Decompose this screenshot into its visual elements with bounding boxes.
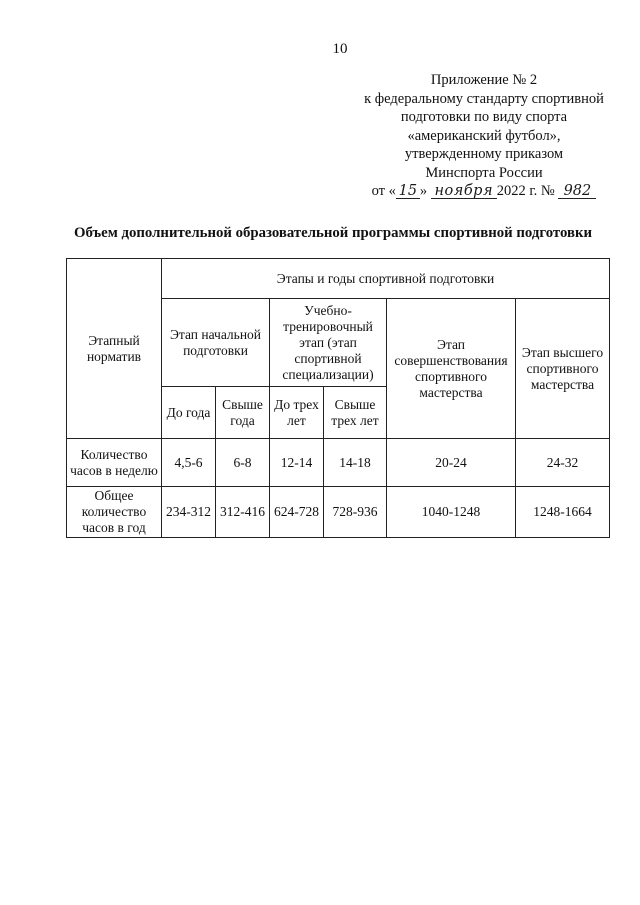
appendix-line: утвержденному приказом bbox=[404, 146, 564, 162]
value-cell: 14-18 bbox=[324, 439, 387, 487]
appendix-line: Приложение № 2 bbox=[430, 72, 538, 88]
value-cell: 312-416 bbox=[216, 487, 270, 538]
stage-higher-header: Этап высшего спортивного мастерства bbox=[516, 299, 610, 439]
group-header-cell: Этапы и годы спортивной подготовки bbox=[162, 259, 610, 299]
row-label-cell: Общее количество часов в год bbox=[67, 487, 162, 538]
order-date-line bbox=[330, 182, 638, 201]
value-cell: 12-14 bbox=[270, 439, 324, 487]
page-number: 10 bbox=[332, 41, 348, 57]
appendix-line: Минспорта России bbox=[425, 164, 543, 181]
appendix-line: «американский футбол», bbox=[407, 127, 561, 144]
handwritten-day: 15 bbox=[396, 184, 420, 199]
value-cell: 1040-1248 bbox=[387, 487, 516, 538]
stage-training-header: Учебно-тренировочный этап (этап спортивной специализации) bbox=[270, 299, 387, 387]
value-cell: 4,5-6 bbox=[162, 439, 216, 487]
value-cell: 6-8 bbox=[216, 439, 270, 487]
table-row bbox=[67, 439, 610, 487]
sub-header-cell: Свыше трех лет bbox=[324, 387, 387, 439]
appendix-line: к федеральному стандарту спортивной bbox=[364, 90, 604, 107]
date-quote-close: » bbox=[419, 183, 428, 199]
table-row bbox=[67, 487, 610, 538]
date-year: 2022 г. № bbox=[496, 183, 555, 199]
sub-header-cell: До года bbox=[162, 387, 216, 439]
appendix-line: подготовки по виду спорта bbox=[400, 109, 568, 125]
sub-header-cell: Свыше года bbox=[216, 387, 270, 439]
document-title: Объем дополнительной образовательной программы спортивной подготовки bbox=[74, 225, 593, 241]
sub-header-cell: До трех лет bbox=[270, 387, 324, 439]
stage-improvement-header: Этап совершенствования спортивного мастерства bbox=[387, 299, 516, 439]
value-cell: 728-936 bbox=[324, 487, 387, 538]
value-cell: 624-728 bbox=[270, 487, 324, 538]
header-row bbox=[67, 259, 610, 299]
row-label-cell: Количество часов в неделю bbox=[67, 439, 162, 487]
date-prefix: от « bbox=[371, 183, 396, 199]
handwritten-month: ноября bbox=[431, 184, 497, 199]
row-header-cell: Этапный норматив bbox=[67, 259, 162, 439]
value-cell: 20-24 bbox=[387, 439, 516, 487]
value-cell: 24-32 bbox=[516, 439, 610, 487]
handwritten-order-number: 982 bbox=[558, 184, 596, 199]
stage-initial-header: Этап начальной подготовки bbox=[162, 299, 270, 387]
appendix-header bbox=[330, 71, 638, 201]
value-cell: 1248-1664 bbox=[516, 487, 610, 538]
program-volume-table bbox=[66, 258, 610, 538]
value-cell: 234-312 bbox=[162, 487, 216, 538]
